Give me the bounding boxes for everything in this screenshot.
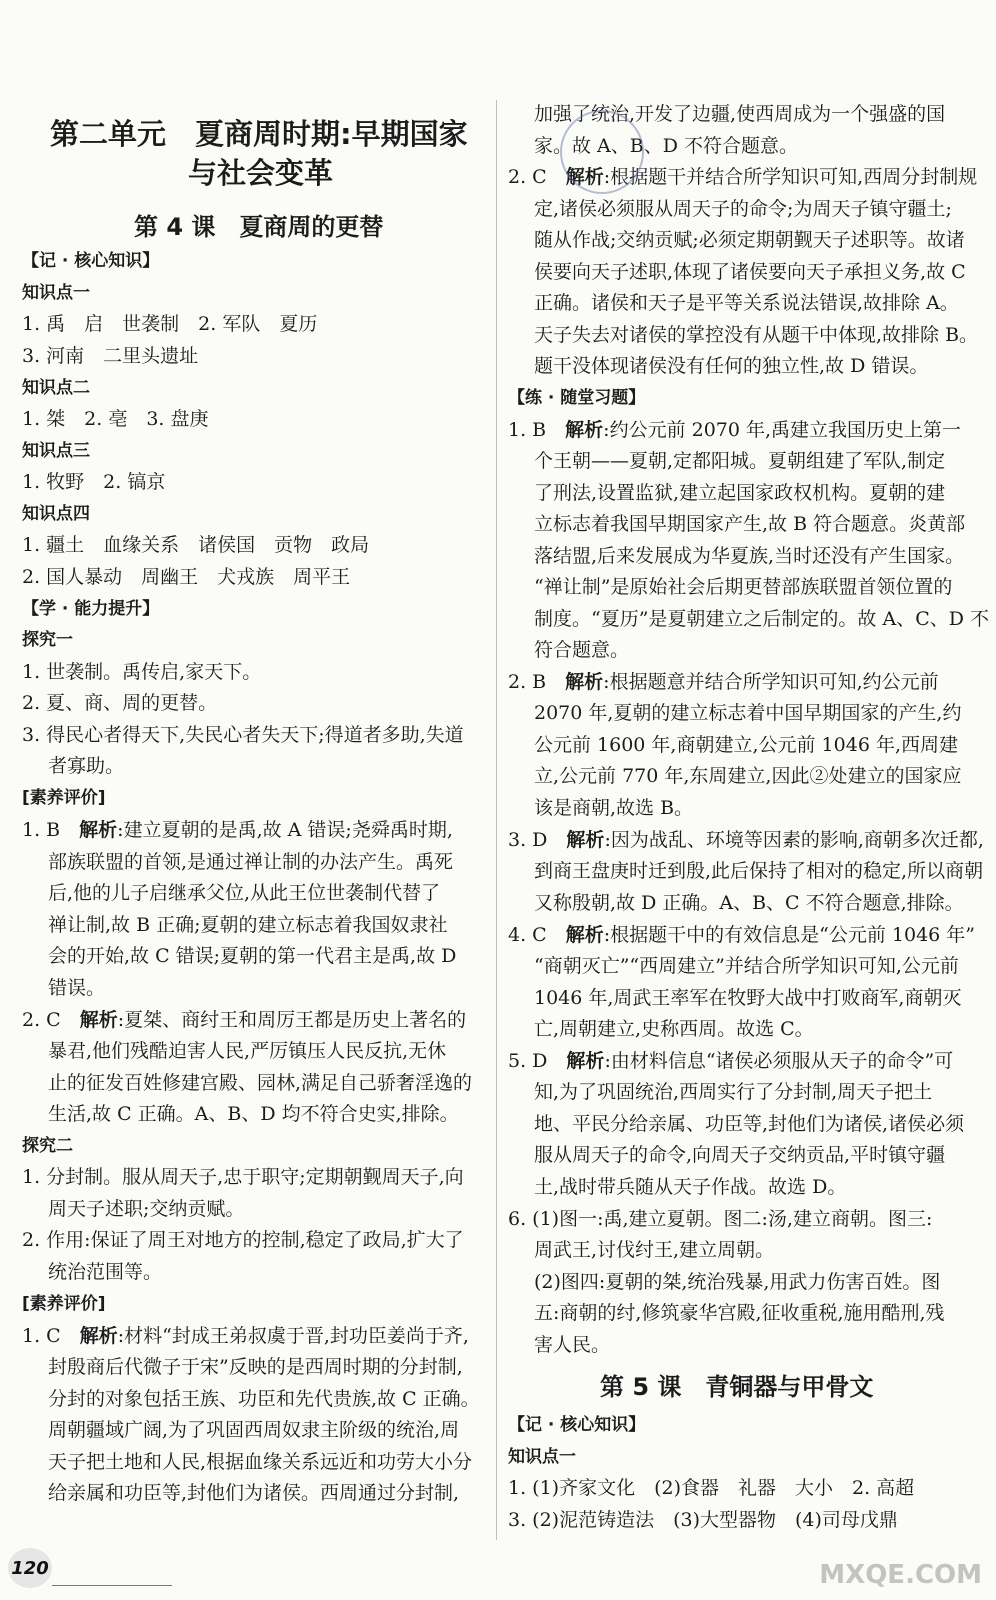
analysis-tag: 解析 [566, 829, 605, 851]
p6-line: 害人民。 [534, 1334, 611, 1356]
p1-line: 制度。“夏历”是夏朝建立之后制定的。故 A、C、D 不 [534, 608, 989, 630]
kp2-line1: 1. 桀 2. 亳 3. 盘庚 [22, 408, 209, 430]
eval1-q1-text: :建立夏朝的是禹,故 A 错误;尧舜禹时期, [117, 819, 453, 841]
p5-line: 知,为了巩固统治,西周实行了分封制,周天子把土 [534, 1081, 933, 1103]
p1-line: 了刑法,设置监狱,建立起国家政权机构。夏朝的建 [534, 482, 946, 504]
p2-line: 2070 年,夏朝的建立标志着中国早期国家的产生,约 [534, 702, 962, 724]
eval1-q1-line: 部族联盟的首领,是通过禅让制的办法产生。禹死 [48, 851, 454, 873]
p1-line: 立标志着我国早期国家产生,故 B 符合题意。炎黄部 [534, 513, 966, 535]
practice-label: 【练 · 随堂习题】 [508, 388, 646, 408]
eval1-label: [素养评价] [22, 788, 106, 808]
eval2-q1-number: 1. C [22, 1325, 61, 1347]
continued-line: 加强了统治,开发了边疆,使西周成为一个强盛的国 [534, 103, 946, 125]
p5-first-line [508, 1050, 953, 1072]
eval1-q2-number: 2. C [22, 1009, 61, 1031]
kp4-line1: 1. 疆土 血缘关系 诸侯国 贡物 政局 [22, 534, 370, 556]
eval1-q2-line: 暴君,他们残酷迫害人民,严厉镇压人民反抗,无休 [48, 1040, 447, 1062]
p3-line: 又称殷朝,故 D 正确。A、B、C 不符合题意,排除。 [534, 892, 964, 914]
kp3-label: 知识点三 [22, 441, 90, 461]
explore2-line: 统治范围等。 [48, 1261, 163, 1283]
right-column [508, 0, 989, 1600]
eval2-q1-line: 周朝疆域广阔,为了巩固西周奴隶主阶级的统治,周 [48, 1419, 460, 1441]
eval2-label: [素养评价] [22, 1294, 106, 1314]
eval1-q1-first-line [22, 819, 453, 841]
eval1-q2-line: 止的征发百姓修建宫殿、园林,满足自己骄奢淫逸的 [48, 1072, 473, 1094]
p2-line: 公元前 1600 年,商朝建立,公元前 1046 年,西周建 [534, 734, 958, 756]
p5-line: 土,战时带兵随从天子作战。故选 D。 [534, 1176, 847, 1198]
kp1-label: 知识点一 [508, 1447, 576, 1467]
stamp-seal [560, 110, 644, 194]
p4-line: 1046 年,周武王率军在牧野大战中打败商军,商朝灭 [534, 987, 962, 1009]
kp2-label: 知识点二 [22, 378, 90, 398]
p6-line: 周武王,讨伐纣王,建立周朝。 [534, 1239, 775, 1261]
analysis-tag: 解析 [565, 166, 604, 188]
r-q2-text: :根据题干并结合所学知识可知,西周分封制规 [603, 166, 978, 188]
p1-line: 落结盟,后来发展成为华夏族,当时还没有产生国家。 [534, 545, 965, 567]
lesson5-title: 第 5 课 青铜器与甲骨文 [600, 1373, 874, 1401]
lesson5-kp1-line: 1. (1)齐家文化 (2)食器 礼器 大小 2. 高超 [508, 1477, 915, 1499]
unit-title-line2: 与社会变革 [188, 156, 334, 190]
lesson4-title: 第 4 课 夏商周的更替 [134, 213, 384, 241]
p1-line: “禅让制”是原始社会后期更替部族联盟首领位置的 [534, 576, 953, 598]
p3-text: :因为战乱、环境等因素的影响,商朝多次迁都, [604, 829, 984, 851]
p4-line: 亡,周朝建立,史称西周。故选 C。 [534, 1018, 814, 1040]
p6-line: (2)图四:夏朝的桀,统治残暴,用武力伤害百姓。图 [534, 1271, 941, 1293]
analysis-tag: 解析 [565, 419, 604, 441]
p2-first-line [508, 671, 939, 693]
eval1-q1-line: 禅让制,故 B 正确;夏朝的建立标志着我国奴隶社 [48, 914, 448, 936]
eval2-q1-line: 给亲属和功臣等,封他们为诸侯。西周通过分封制, [48, 1482, 460, 1504]
p2-number: 2. B [508, 671, 547, 693]
explore1-line: 3. 得民心者得天下,失民心者失天下;得道者多助,失道 [22, 724, 464, 746]
core-knowledge-label: 【记 · 核心知识】 [508, 1415, 646, 1435]
p2-line: 该是商朝,故选 B。 [534, 797, 694, 819]
analysis-tag: 解析 [79, 1325, 118, 1347]
p5-text: :由材料信息“诸侯必须服从天子的命令”可 [604, 1050, 954, 1072]
footer-rule [52, 1585, 172, 1586]
p3-line: 到商王盘庚时迁到殷,此后保持了相对的稳定,所以商朝 [534, 860, 984, 882]
r-q2-line: 正确。诸侯和天子是平等关系说法错误,故排除 A。 [534, 292, 959, 314]
p1-text: :约公元前 2070 年,禹建立我国历史上第一 [603, 419, 962, 441]
analysis-tag: 解析 [566, 1050, 605, 1072]
left-column [22, 0, 487, 1600]
kp4-label: 知识点四 [22, 504, 90, 524]
p4-first-line [508, 924, 975, 946]
column-divider [496, 100, 497, 1540]
p6-line: 五:商朝的纣,修筑豪华宫殿,征收重税,施用酷刑,残 [534, 1302, 945, 1324]
r-q2-line: 定,诸侯必须服从周天子的命令;为周天子镇守疆土; [534, 198, 952, 220]
p5-line: 服从周天子的命令,向周天子交纳贡品,平时镇守疆 [534, 1144, 946, 1166]
eval1-q1-line: 后,他的儿子启继承父位,从此王位世袭制代替了 [48, 882, 441, 904]
eval1-q1-number: 1. B [22, 819, 61, 841]
eval2-q1-line: 封殷商后代微子于宋”反映的是西周时期的分封制, [48, 1356, 463, 1378]
explore2-line: 2. 作用:保证了周王对地方的控制,稳定了政局,扩大了 [22, 1229, 464, 1251]
lesson5-kp1-line: 3. (2)泥范铸造法 (3)大型器物 (4)司母戊鼎 [508, 1509, 898, 1531]
explore2-label: 探究二 [22, 1136, 73, 1156]
kp1-line2: 3. 河南 二里头遗址 [22, 345, 199, 367]
eval2-q1-text: :材料“封成王弟叔虞于晋,封功臣姜尚于齐, [117, 1325, 469, 1347]
analysis-tag: 解析 [565, 671, 604, 693]
eval2-q1-first-line [22, 1325, 469, 1347]
p1-number: 1. B [508, 419, 547, 441]
unit-title-line1: 第二单元 夏商周时期:早期国家 [50, 117, 468, 151]
p1-first-line [508, 419, 961, 441]
eval2-q1-line: 分封的对象包括王族、功臣和先代贵族,故 C 正确。 [48, 1388, 480, 1410]
explore1-line: 者寡助。 [48, 755, 125, 777]
watermark: MXQE.COM [819, 1560, 982, 1590]
r-q2-line: 随从作战;交纳贡赋;必须定期朝觐天子述职等。故诸 [534, 229, 965, 251]
core-knowledge-label: 【记 · 核心知识】 [22, 251, 160, 271]
p4-text: :根据题干中的有效信息是“公元前 1046 年” [603, 924, 976, 946]
eval1-q2-first-line [22, 1009, 466, 1031]
eval1-q2-text: :夏桀、商纣王和周厉王都是历史上著名的 [117, 1009, 467, 1031]
p2-text: :根据题意并结合所学知识可知,约公元前 [603, 671, 939, 693]
explore1-line: 1. 世袭制。禹传启,家天下。 [22, 661, 262, 683]
kp3-line1: 1. 牧野 2. 镐京 [22, 471, 166, 493]
r-q2-line: 天子失去对诸侯的掌控没有从题干中体现,故排除 B。 [534, 324, 979, 346]
analysis-tag: 解析 [79, 1009, 118, 1031]
p1-line: 符合题意。 [534, 639, 630, 661]
p3-number: 3. D [508, 829, 548, 851]
p2-line: 立,公元前 770 年,东周建立,因此②处建立的国家应 [534, 765, 962, 787]
explore2-line: 1. 分封制。服从周天子,忠于职守;定期朝觐周天子,向 [22, 1166, 464, 1188]
explore2-line: 周天子述职;交纳贡赋。 [48, 1198, 245, 1220]
kp1-label: 知识点一 [22, 283, 90, 303]
analysis-tag: 解析 [565, 924, 604, 946]
continued-line: 家。故 A、B、D 不符合题意。 [534, 135, 798, 157]
eval1-q1-line: 会的开始,故 C 错误;夏朝的第一代君主是禹,故 D [48, 945, 457, 967]
analysis-tag: 解析 [79, 819, 118, 841]
p5-line: 地、平民分给亲属、功臣等,封他们为诸侯,诸侯必须 [534, 1113, 965, 1135]
r-q2-number: 2. C [508, 166, 547, 188]
p3-first-line [508, 829, 984, 851]
explore1-label: 探究一 [22, 630, 73, 650]
r-q2-line: 题干没体现诸侯没有任何的独立性,故 D 错误。 [534, 355, 929, 377]
ability-label: 【学 · 能力提升】 [22, 599, 160, 619]
page-number: 120 [8, 1548, 52, 1588]
eval1-q1-line: 错误。 [48, 977, 106, 999]
r-q2-line: 侯要向天子述职,体现了诸侯要向天子承担义务,故 C [534, 261, 966, 283]
p4-number: 4. C [508, 924, 547, 946]
kp4-line2: 2. 国人暴动 周幽王 犬戎族 周平王 [22, 566, 351, 588]
kp1-line1: 1. 禹 启 世袭制 2. 军队 夏历 [22, 313, 318, 335]
p6-line: 6. (1)图一:禹,建立夏朝。图二:汤,建立商朝。图三: [508, 1208, 933, 1230]
eval1-q2-line: 生活,故 C 正确。A、B、D 均不符合史实,排除。 [48, 1103, 459, 1125]
p4-line: “商朝灭亡”“西周建立”并结合所学知识可知,公元前 [534, 955, 959, 977]
explore1-line: 2. 夏、商、周的更替。 [22, 692, 218, 714]
eval2-q1-line: 天子把土地和人民,根据血缘关系远近和功劳大小分 [48, 1451, 473, 1473]
p5-number: 5. D [508, 1050, 548, 1072]
p1-line: 个王朝——夏朝,定都阳城。夏朝组建了军队,制定 [534, 450, 946, 472]
